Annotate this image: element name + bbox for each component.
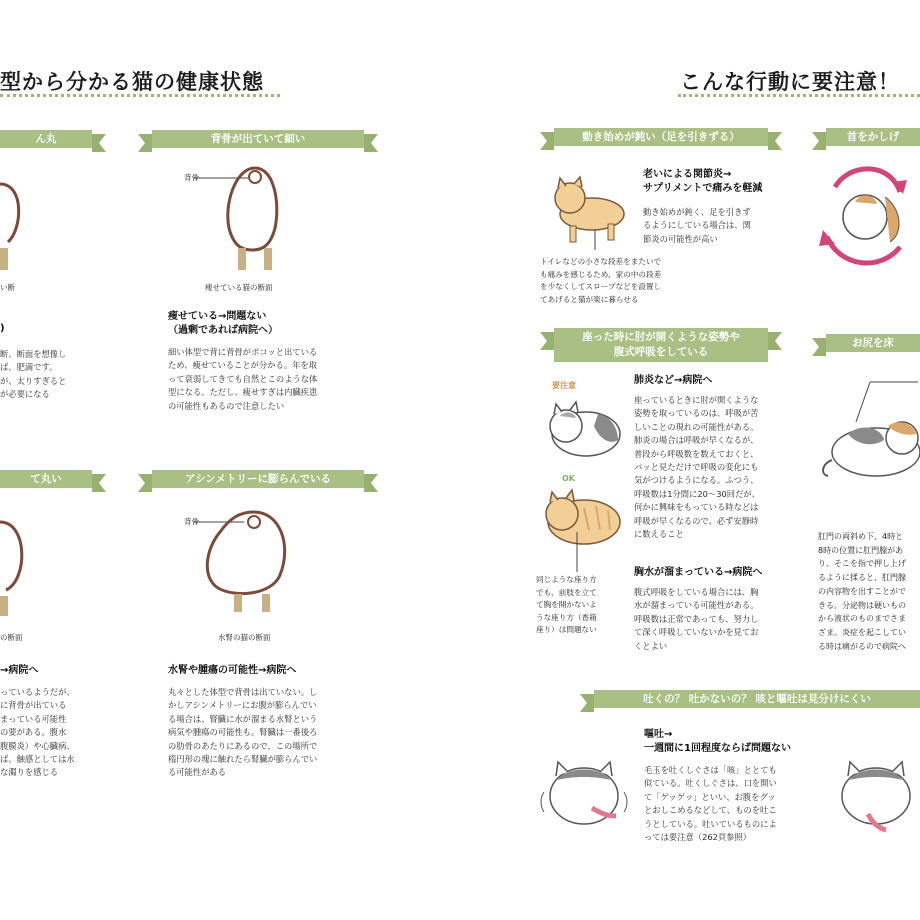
caption: 水腎の猫の断面 [218, 633, 271, 642]
spine-label: 背骨 [184, 517, 199, 526]
section-heading: ) [0, 323, 5, 334]
ribbon-round: ん丸 [0, 130, 92, 148]
section-body: 動き始めが鈍く、足を引きず るようにしている場合は、関 節炎の可能性が高い [643, 207, 751, 244]
section-heading: 肺炎など→病院へ [634, 375, 713, 386]
section-heading: 胸水が溜まっている→病院へ [634, 567, 763, 578]
caution-label: 要注意 [552, 381, 576, 390]
section-body: 肛門の両斜め下、4時と 8時の位置に肛門腺があ り、そこを指で押し上げ るように揉ると、肛門腺 の内容物を出すことがで きる。分泌物は硬いもの から液状のものまでさま ざま。炎症を起こしてい る時は痛がるので病院へ [818, 532, 906, 651]
caption: の断面 [0, 633, 23, 642]
callout-line [572, 532, 582, 572]
ribbon-thin-spine: 背骨が出ていて細い [152, 130, 364, 148]
section-heading: 嘔吐→ 一週間に1回程度ならば問題ない [644, 729, 791, 754]
section-body: 細い体型で背に背骨がポコッと出ている ため、痩せていることが分かる。年を取 って衰弱してきても自然とこのような体 型になる。ただし、痩せすぎは内臓疾患 の可能性もあるので注意したい [168, 347, 318, 411]
ribbon-round-belly: て丸い [0, 470, 92, 488]
caption: い断 [0, 283, 15, 292]
section-heading: 痩せている→問題ない （過剰であれば病院へ） [168, 311, 278, 336]
sitting-cat-caution-illustration [538, 396, 628, 462]
ribbon-head-tilt: 首をかしげ [826, 128, 920, 146]
caption: 痩せている猫の断面 [205, 283, 273, 292]
left-title-underline [0, 94, 280, 97]
section-note: トイレなどの小さな段差をまたいで も痛みを感じるため、家の中の段差 を少なくしてスロープなどを設置し てあげると猫が楽に暮らせる [540, 257, 662, 304]
round-cat-cross-section-illustration [0, 170, 40, 280]
ribbon-cough-vs-vomit: 吐くの？ 吐かないの？ 咳と嘔吐は見分けにくい [594, 690, 920, 708]
right-title-underline [678, 94, 920, 97]
section-heading: 老いによる関節炎→ サプリメントで痛みを軽減 [643, 169, 763, 194]
limping-cat-illustration [540, 172, 635, 252]
ribbon-slow-start: 動き始めが鈍い（足を引きずる） [554, 128, 768, 146]
ribbon-asymmetric: アシンメトリーに膨らんでいる [152, 470, 364, 488]
section-body: 断、断面を想像し ば、肥満です。 が、太りすぎると が必要になる [0, 349, 67, 400]
ribbon-elbows-out: 座った時に肘が開くような姿勢や 腹式呼吸をしている [554, 328, 768, 362]
ok-label: OK [562, 474, 575, 483]
vomiting-cat-illustration [536, 752, 632, 834]
left-page-title: 型から分かる猫の健康状態 [0, 70, 264, 94]
head-tilting-cat-illustration [815, 162, 920, 274]
scooting-cat-illustration [818, 378, 920, 488]
section-body: っているようだが、 に背骨が出ている まっている可能性 の要がある。腹水 腹膜炎）や心臓病、 ば、触感としては水 な濁りを感じる [0, 687, 75, 778]
section-body: 丸々とした体型で背骨は出ていない。し かしアシンメトリーにお腹が膨らんでい る場合は、腎臓に水が溜まる水腎という 病気や腫瘍の可能性も。腎臓は一番後ろ の肋骨のあたりにあるので、この場所で 楕円形の塊に触れたら腎臓が膨らんでい る可能性がある [168, 687, 318, 778]
section-heading: 水腎や腫瘍の可能性→病院へ [168, 665, 297, 676]
coughing-cat-illustration [826, 752, 920, 834]
fluid-cat-cross-section-illustration [0, 510, 40, 620]
spine-label: 背骨 [184, 173, 199, 182]
section-note: 同じような座り方 でも、前肢を立て て胸を開かないよ うな座り方（香箱 座り）は問題ない [536, 575, 597, 634]
section-body: 座っているときに肘が開くような 姿勢を取っているのは、呼吸が苦 しいことの現れの可能性がある。 肺炎の場合は呼吸が早くなるが、 普段から呼吸数を数えておくと、 パッと見ただけで呼吸の変化にも 気がつけるようになる。ふつう、 呼吸数は1分間に20〜30回だが、 何かに興味をもっている時などは 呼吸が早くなるので、必ず安静時 に数えること [634, 395, 760, 540]
right-page-title: こんな行動に要注意！ [680, 70, 900, 94]
section-body: 毛玉を吐くしぐさは「咳」ととても 似ている。吐くしぐさは、口を開い て「ゲッゲッ」といい、お腹をグッ とおしこめるなどして、ものを吐こ うとしている。吐いているものによ っては要注意（262頁参照） [644, 765, 777, 843]
section-body: 腹式呼吸をしている場合には、胸 水が溜まっている可能性がある。 呼吸数は正常であっても、努力し て深く呼吸していないかを見てお くとよい [634, 587, 759, 651]
ribbon-butt-on-floor: お尻を床 [826, 334, 920, 352]
section-heading: →病院へ [0, 665, 39, 676]
